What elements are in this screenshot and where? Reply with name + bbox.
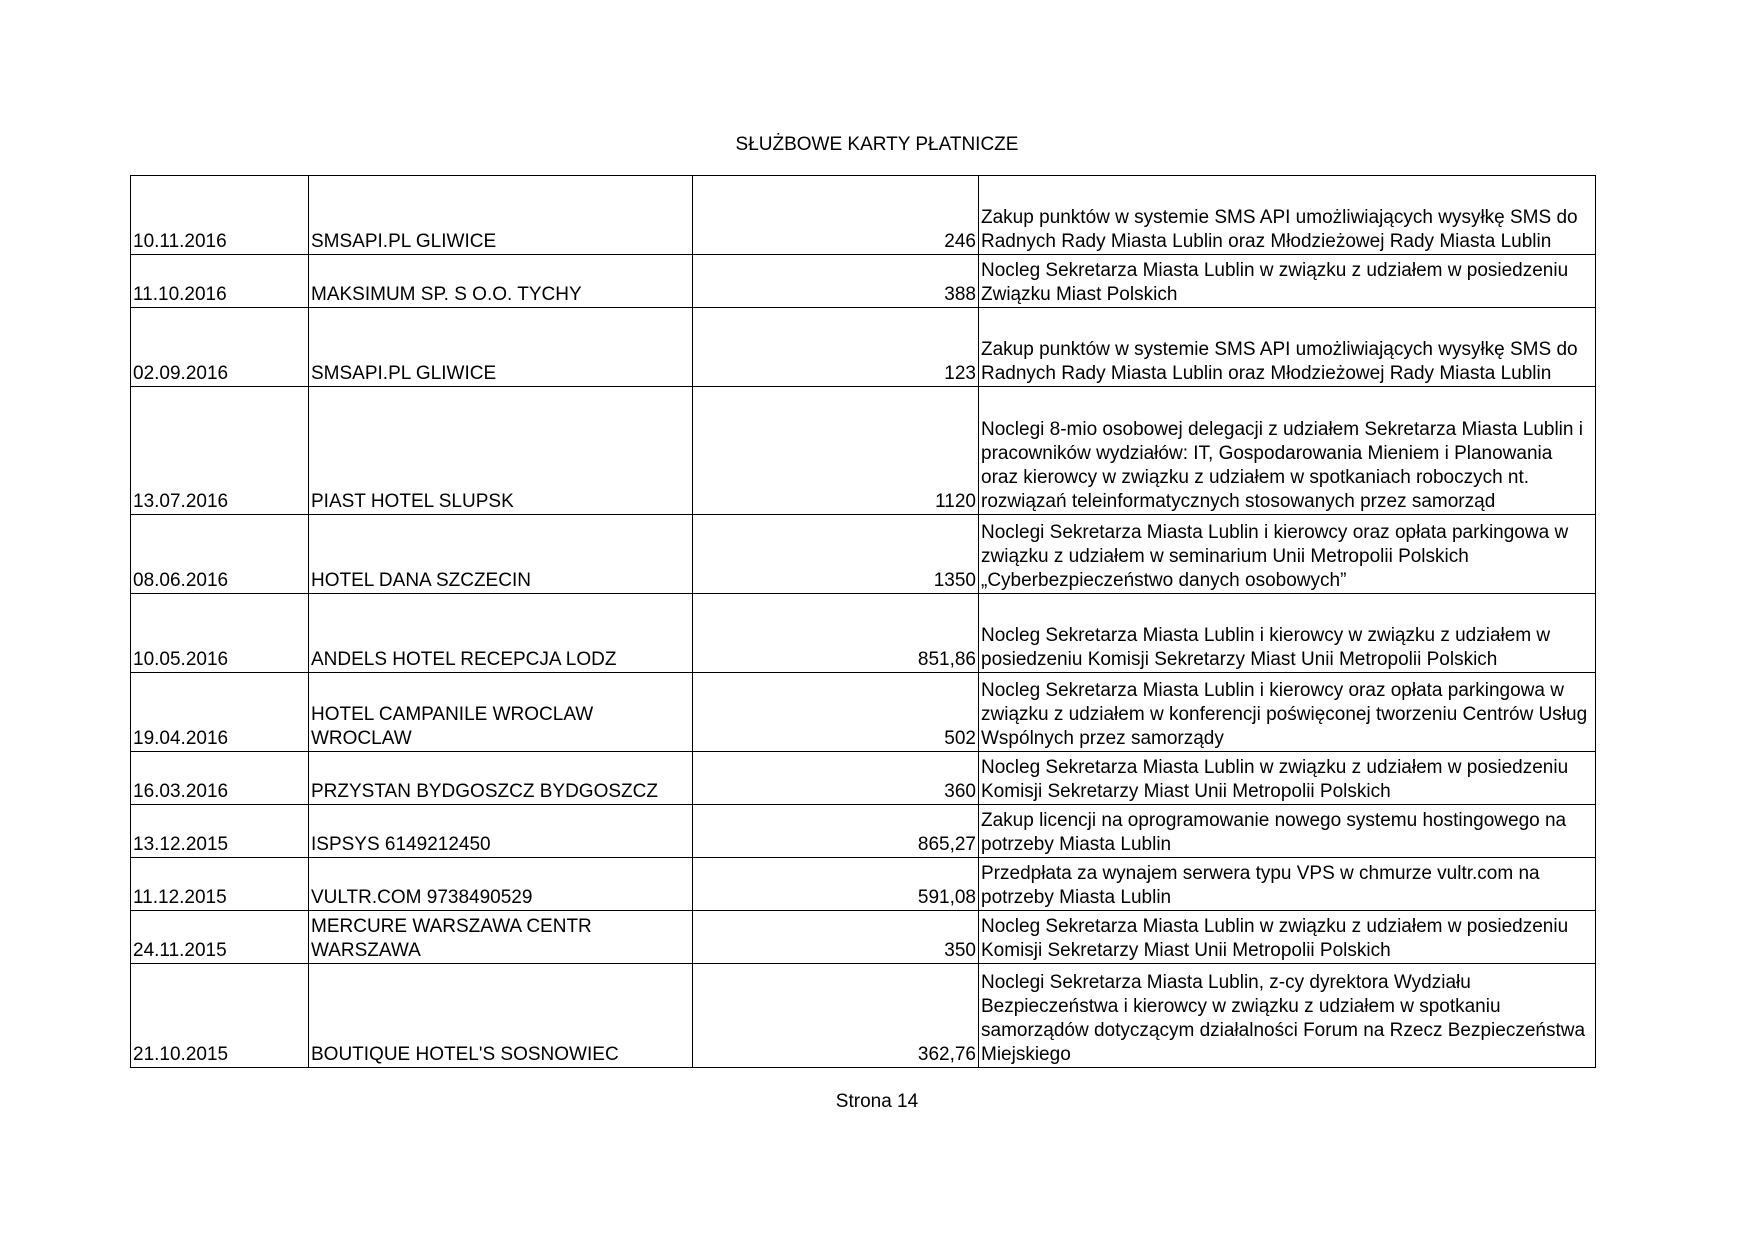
amount-cell: 591,08 [693, 858, 979, 911]
description-cell: Noclegi Sekretarza Miasta Lublin, z-cy dyrektora Wydziału Bezpieczeństwa i kierowcy w związku z udziałem w spotkaniu samorządów dotyczącym działalności Forum na Rzecz Bezpieczeństwa Miejskiego [979, 964, 1596, 1068]
description-cell: Nocleg Sekretarza Miasta Lublin i kierowcy w związku z udziałem w posiedzeniu Komisji Sekretarzy Miast Unii Metropolii Polskich [979, 594, 1596, 673]
table-row [131, 911, 1596, 964]
date-cell: 10.11.2016 [131, 176, 309, 255]
amount-cell: 123 [693, 308, 979, 387]
description-cell: Zakup punktów w systemie SMS API umożliwiających wysyłkę SMS do Radnych Rady Miasta Lublin oraz Młodzieżowej Rady Miasta Lublin [979, 308, 1596, 387]
merchant-cell: SMSAPI.PL GLIWICE [309, 176, 693, 255]
amount-cell: 360 [693, 752, 979, 805]
merchant-cell: ISPSYS 6149212450 [309, 805, 693, 858]
description-cell: Zakup punktów w systemie SMS API umożliwiających wysyłkę SMS do Radnych Rady Miasta Lublin oraz Młodzieżowej Rady Miasta Lublin [979, 176, 1596, 255]
table-row [131, 594, 1596, 673]
merchant-cell: BOUTIQUE HOTEL'S SOSNOWIEC [309, 964, 693, 1068]
amount-cell: 388 [693, 255, 979, 308]
merchant-cell: MAKSIMUM SP. S O.O. TYCHY [309, 255, 693, 308]
merchant-cell: VULTR.COM 9738490529 [309, 858, 693, 911]
merchant-cell: PRZYSTAN BYDGOSZCZ BYDGOSZCZ [309, 752, 693, 805]
table-row [131, 515, 1596, 594]
table-row [131, 964, 1596, 1068]
description-cell: Nocleg Sekretarza Miasta Lublin i kierowcy oraz opłata parkingowa w związku z udziałem w konferencji poświęconej tworzeniu Centrów Usług Wspólnych przez samorządy [979, 673, 1596, 752]
table-row [131, 387, 1596, 515]
amount-cell: 851,86 [693, 594, 979, 673]
date-cell: 02.09.2016 [131, 308, 309, 387]
amount-cell: 865,27 [693, 805, 979, 858]
date-cell: 08.06.2016 [131, 515, 309, 594]
date-cell: 21.10.2015 [131, 964, 309, 1068]
amount-cell: 350 [693, 911, 979, 964]
date-cell: 24.11.2015 [131, 911, 309, 964]
table-row [131, 308, 1596, 387]
table-row [131, 858, 1596, 911]
merchant-cell: HOTEL DANA SZCZECIN [309, 515, 693, 594]
date-cell: 13.07.2016 [131, 387, 309, 515]
amount-cell: 1350 [693, 515, 979, 594]
merchant-cell: HOTEL CAMPANILE WROCLAW WROCLAW [309, 673, 693, 752]
description-cell: Nocleg Sekretarza Miasta Lublin w związku z udziałem w posiedzeniu Komisji Sekretarzy Miast Unii Metropolii Polskich [979, 911, 1596, 964]
date-cell: 11.10.2016 [131, 255, 309, 308]
date-cell: 16.03.2016 [131, 752, 309, 805]
merchant-cell: MERCURE WARSZAWA CENTR WARSZAWA [309, 911, 693, 964]
date-cell: 13.12.2015 [131, 805, 309, 858]
date-cell: 11.12.2015 [131, 858, 309, 911]
merchant-cell: PIAST HOTEL SLUPSK [309, 387, 693, 515]
table-row [131, 752, 1596, 805]
amount-cell: 1120 [693, 387, 979, 515]
merchant-cell: SMSAPI.PL GLIWICE [309, 308, 693, 387]
page-title: SŁUŻBOWE KARTY PŁATNICZE [735, 134, 1019, 155]
date-cell: 10.05.2016 [131, 594, 309, 673]
table-row [131, 255, 1596, 308]
date-cell: 19.04.2016 [131, 673, 309, 752]
description-cell: Zakup licencji na oprogramowanie nowego systemu hostingowego na potrzeby Miasta Lublin [979, 805, 1596, 858]
page-footer: Strona 14 [835, 1091, 919, 1112]
description-cell: Przedpłata za wynajem serwera typu VPS w chmurze vultr.com na potrzeby Miasta Lublin [979, 858, 1596, 911]
description-cell: Noclegi 8-mio osobowej delegacji z udziałem Sekretarza Miasta Lublin i pracowników wydziałów: IT, Gospodarowania Mieniem i Planowania oraz kierowcy w związku z udziałem w spotkaniach roboczych nt. rozwiązań teleinformatycznych stosowanych przez samorząd [979, 387, 1596, 515]
description-cell: Noclegi Sekretarza Miasta Lublin i kierowcy oraz opłata parkingowa w związku z udziałem w seminarium Unii Metropolii Polskich „Cyberbezpieczeństwo danych osobowych” [979, 515, 1596, 594]
amount-cell: 246 [693, 176, 979, 255]
payments-table [130, 175, 1596, 1068]
amount-cell: 502 [693, 673, 979, 752]
amount-cell: 362,76 [693, 964, 979, 1068]
table-row [131, 176, 1596, 255]
description-cell: Nocleg Sekretarza Miasta Lublin w związku z udziałem w posiedzeniu Związku Miast Polskich [979, 255, 1596, 308]
merchant-cell: ANDELS HOTEL RECEPCJA LODZ [309, 594, 693, 673]
description-cell: Nocleg Sekretarza Miasta Lublin w związku z udziałem w posiedzeniu Komisji Sekretarzy Miast Unii Metropolii Polskich [979, 752, 1596, 805]
table-row [131, 805, 1596, 858]
table-row [131, 673, 1596, 752]
